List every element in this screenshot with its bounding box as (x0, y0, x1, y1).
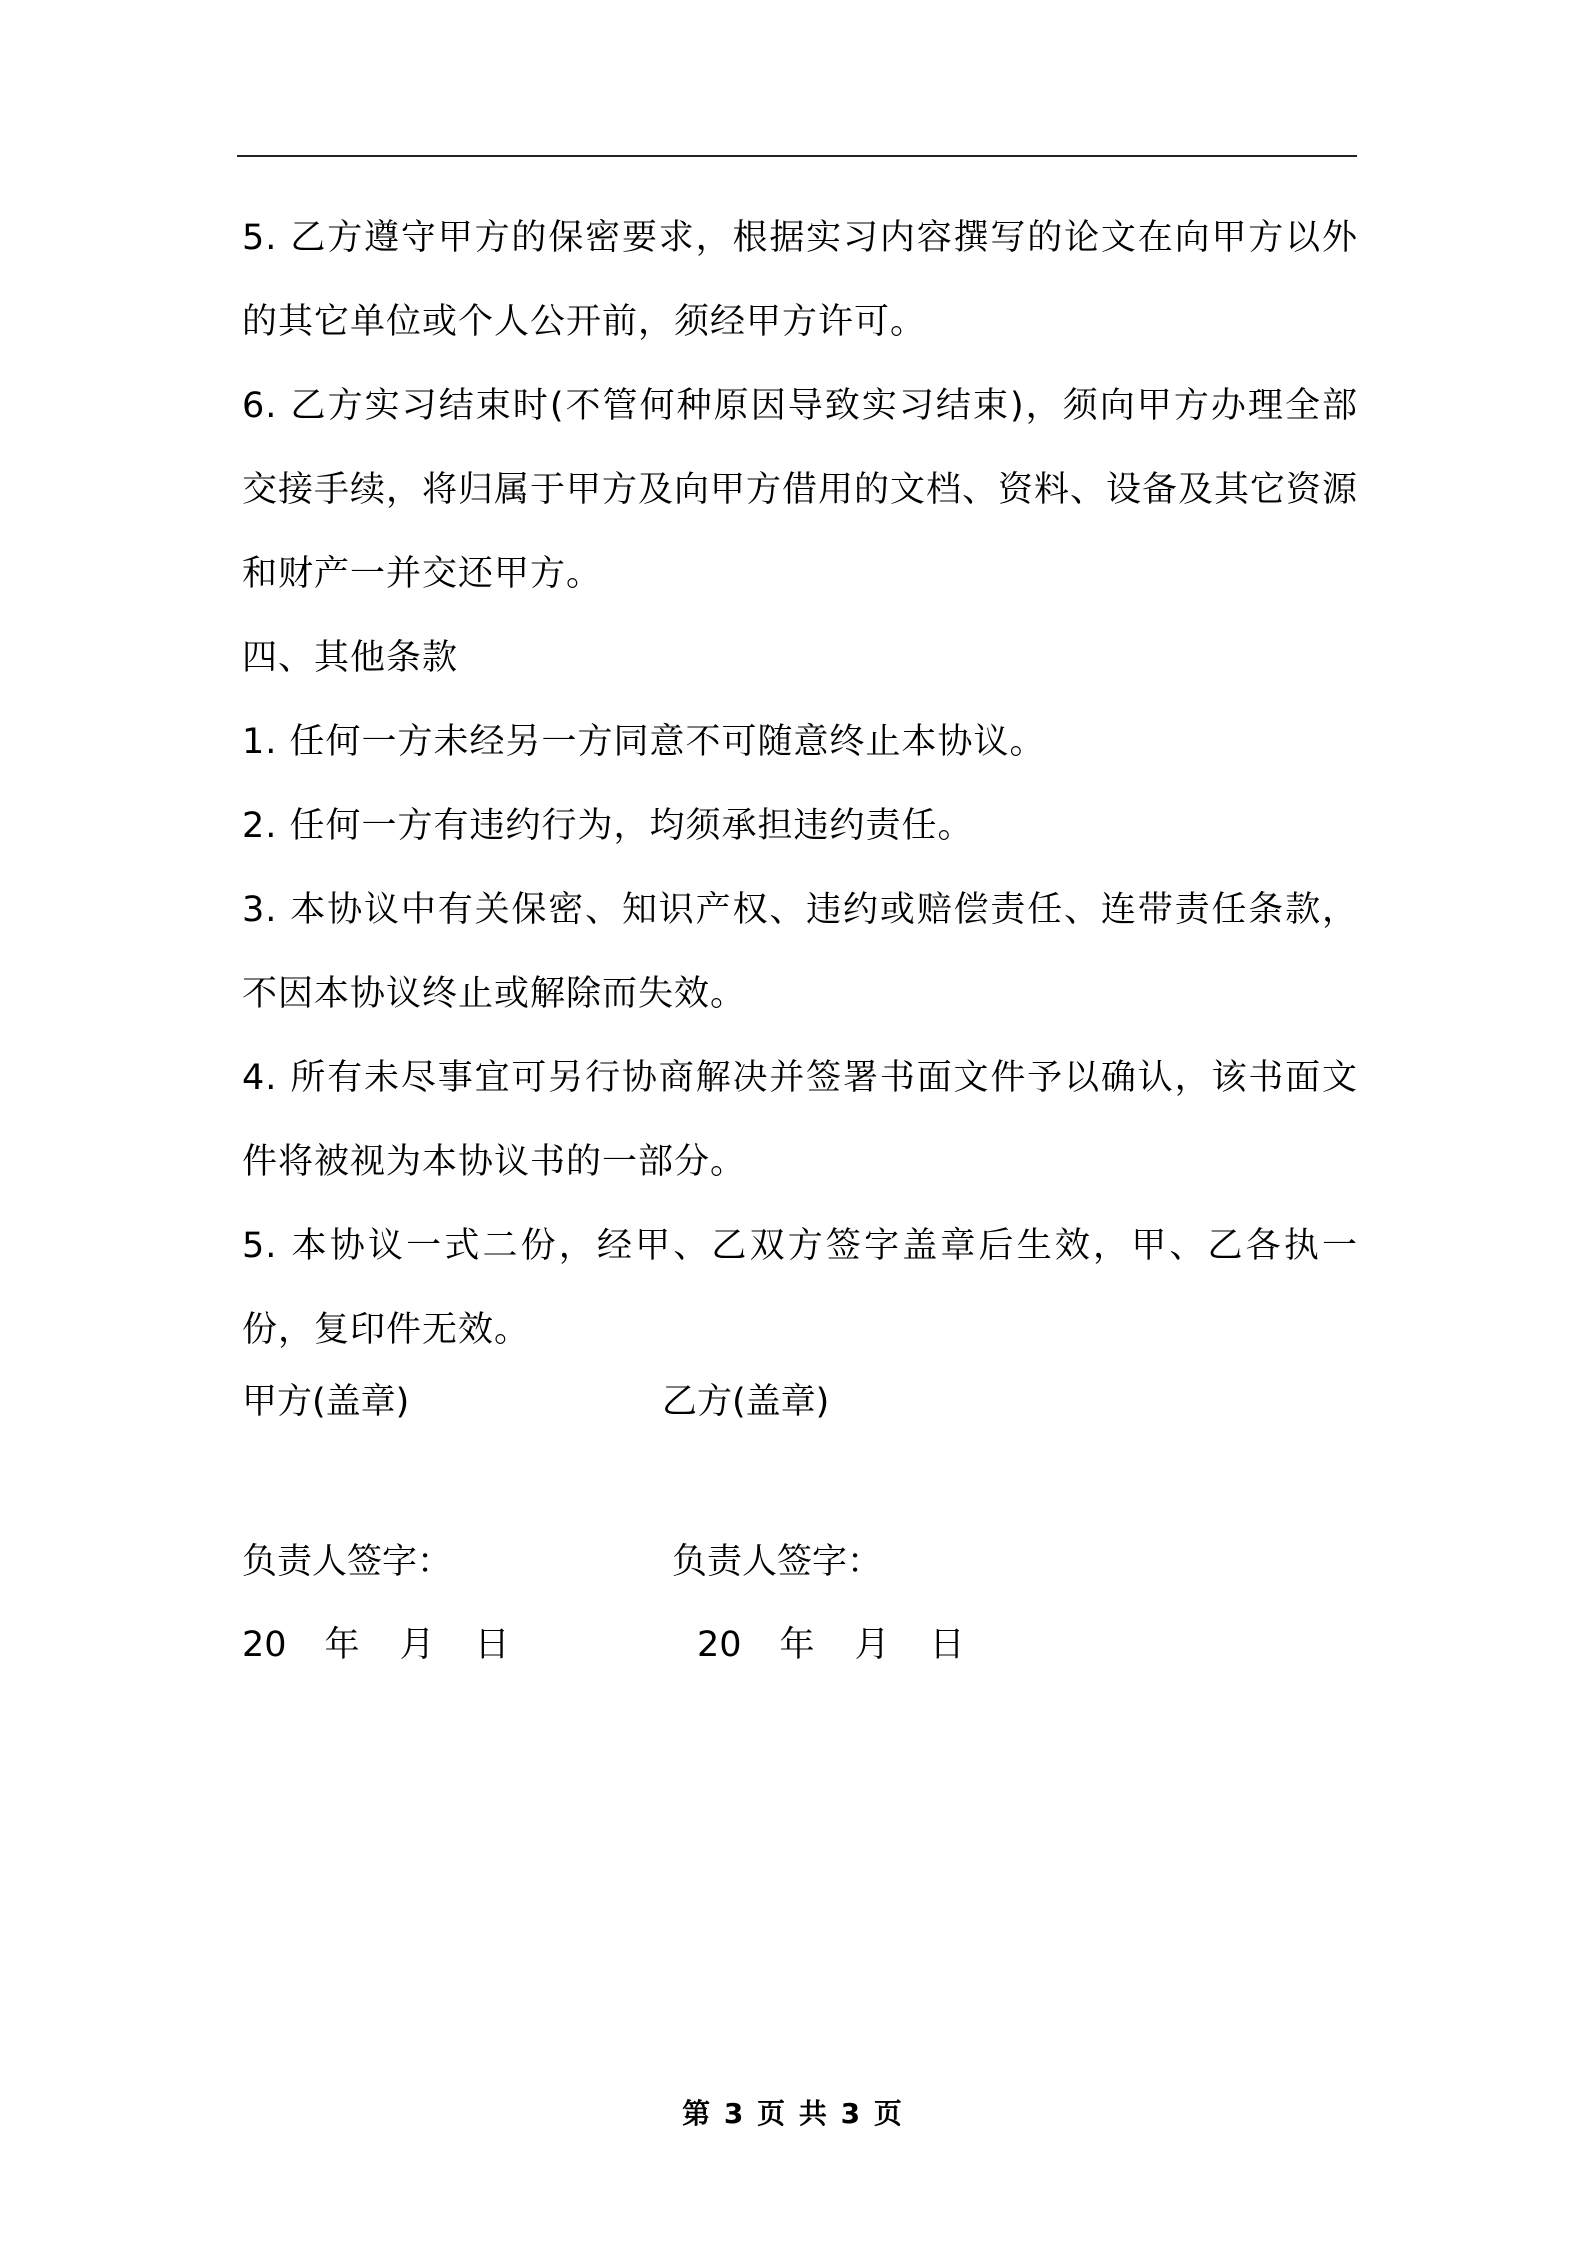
party-a-sign-label: 负责人签字： (242, 1542, 453, 1582)
clause-5: 5. 本协议一式二份，经甲、乙双方签字盖章后生效，甲、乙各执一份，复印件无效。 (242, 1226, 1358, 1350)
party-a-date-year: 20 (242, 1625, 287, 1665)
party-b-sign-label: 负责人签字： (672, 1542, 883, 1582)
party-a-date-day-char: 日 (474, 1625, 510, 1665)
clause-b5: 5. 乙方遵守甲方的保密要求，根据实习内容撰写的论文在向甲方以外的其它单位或个人公开前，须经甲方许可。 (242, 218, 1358, 342)
clause-4: 4. 所有未尽事宜可另行协商解决并签署书面文件予以确认，该书面文件将被视为本协议书的一部分。 (242, 1058, 1358, 1182)
signature-row (242, 1532, 1358, 1592)
party-b-date-year-char: 年 (779, 1625, 815, 1665)
header-rule (237, 155, 1357, 157)
party-b-date-year: 20 (697, 1625, 742, 1665)
party-b-date-month-char: 月 (854, 1625, 890, 1665)
party-a-date-year-char: 年 (324, 1625, 360, 1665)
party-a-date (242, 1615, 510, 1675)
clause-b6: 6. 乙方实习结束时(不管何种原因导致实习结束)，须向甲方办理全部交接手续，将归属于甲方及向甲方借用的文档、资料、设备及其它资源和财产一并交还甲方。 (242, 386, 1359, 594)
date-row (242, 1615, 1358, 1675)
clause-3: 3. 本协议中有关保密、知识产权、违约或赔偿责任、连带责任条款，不因本协议终止或解除而失效。 (242, 890, 1358, 1014)
page-number-footer: 第 3 页 共 3 页 (682, 2097, 904, 2130)
party-b-date (697, 1615, 965, 1675)
party-b-date-day-char: 日 (929, 1625, 965, 1665)
party-a-date-month-char: 月 (399, 1625, 435, 1665)
section-heading-other-terms: 四、其他条款 (242, 638, 459, 678)
body-text (242, 196, 1358, 1372)
party-a-seal-label: 甲方(盖章) (242, 1382, 410, 1422)
clause-2: 2. 任何一方有违约行为，均须承担违约责任。 (242, 806, 974, 846)
clause-1: 1. 任何一方未经另一方同意不可随意终止本协议。 (242, 722, 1046, 762)
party-b-seal-label: 乙方(盖章) (662, 1382, 830, 1422)
seal-row (242, 1372, 1358, 1432)
